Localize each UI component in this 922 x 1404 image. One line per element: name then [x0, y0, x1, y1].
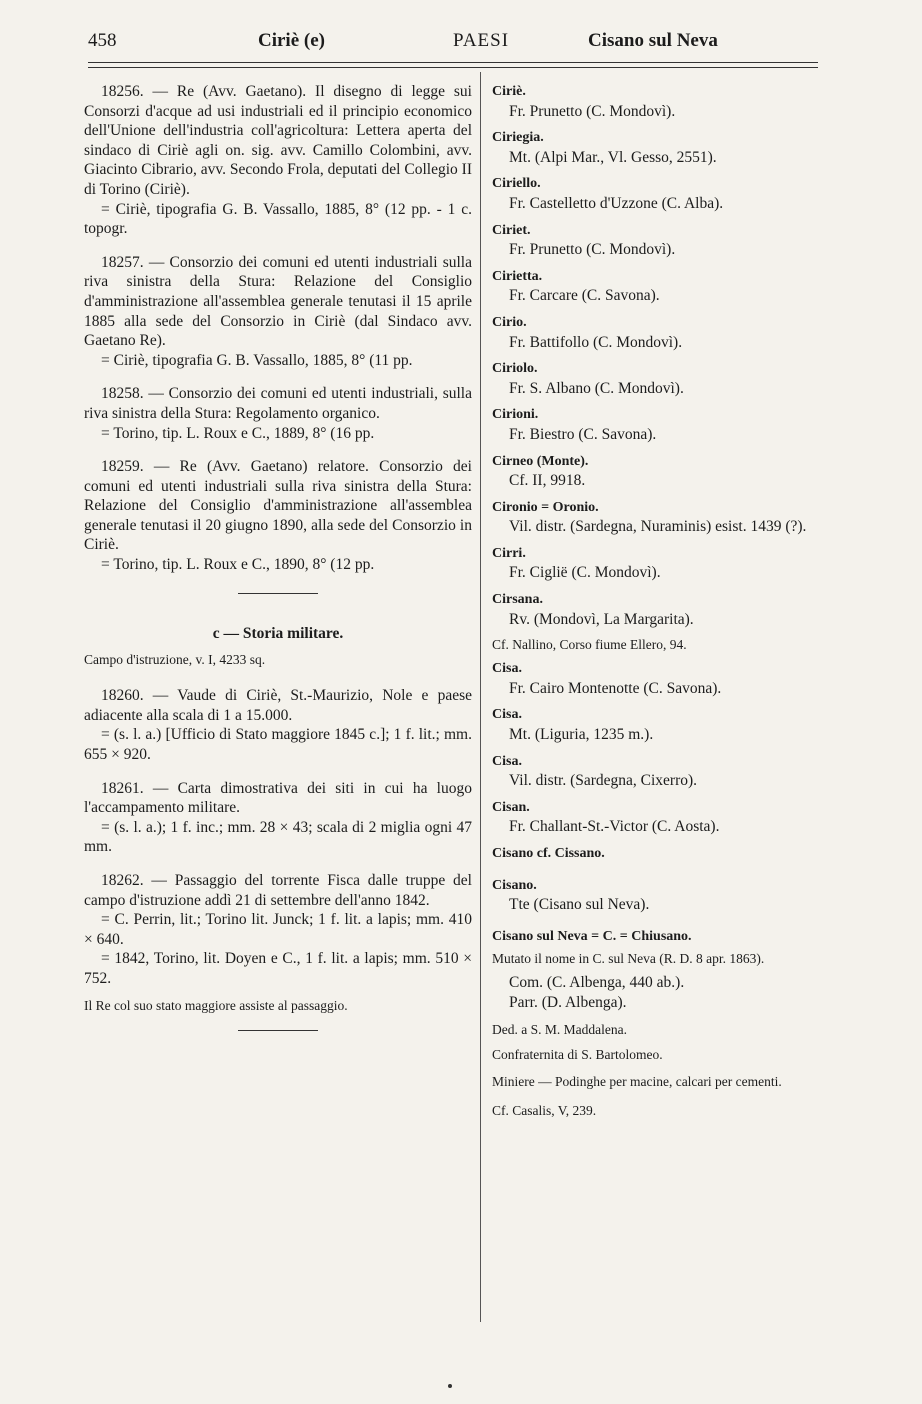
- page-number: 458: [88, 30, 117, 51]
- entry-cisano-cf-title: Cisano cf. Cissano.: [492, 846, 605, 861]
- gazetteer-entry-line: Vil. distr. (Sardegna, Nuraminis) esist. 1439 (?).: [509, 518, 807, 536]
- gazetteer-entry-title: Cirri.: [492, 545, 526, 561]
- gazetteer-entry-line: Fr. Ciglië (C. Mondovì).: [509, 564, 661, 582]
- gazetteer-entry-line: Fr. S. Albano (C. Mondovì).: [509, 379, 684, 397]
- cisa-entry-title: Cisa.: [492, 661, 522, 677]
- entry-18256: [84, 82, 472, 239]
- gazetteer-entry: [492, 128, 870, 167]
- gazetteer-entry-line: Fr. Prunetto (C. Mondovì).: [509, 241, 676, 259]
- header-right-title: Cisano sul Neva: [588, 30, 718, 51]
- entry-18262-note: Il Re col suo stato maggiore assiste al passaggio.: [84, 997, 348, 1013]
- cisa-entry-title: Cisan.: [492, 799, 530, 815]
- gazetteer-entry-line: Fr. Biestro (C. Savona).: [509, 425, 657, 443]
- entry-cisano: [492, 876, 870, 915]
- column-divider: [480, 72, 481, 1322]
- page-dot: [448, 1384, 452, 1388]
- gazetteer-entry: [492, 174, 870, 213]
- cisa-entry-line: Fr. Cairo Montenotte (C. Savona).: [509, 679, 722, 697]
- gazetteer-entry: [492, 590, 870, 629]
- gazetteer-entry-line: Fr. Prunetto (C. Mondovì).: [509, 102, 676, 120]
- gazetteer-entry-line: Fr. Battifollo (C. Mondovì).: [509, 333, 683, 351]
- gazetteer-entry-title: Cirio.: [492, 314, 527, 330]
- entry-18258-text: 18258. — Consorzio dei comuni ed utenti industriali, sulla riva sinistra della Stura: Regolamento organico.: [84, 385, 472, 422]
- cisa-entry-title: Cisa.: [492, 707, 522, 723]
- gazetteer-entry-title: Cirneo (Monte).: [492, 453, 589, 469]
- cisano-parr: Parr. (D. Albenga).: [509, 993, 627, 1011]
- cisa-entry-line: Mt. (Liguria, 1235 m.).: [509, 726, 654, 744]
- entry-18257: [84, 253, 472, 371]
- gazetteer-entry: [492, 82, 870, 121]
- running-header: [88, 30, 814, 60]
- cisano-com: Com. (C. Albenga, 440 ab.).: [509, 974, 685, 992]
- section-title: c — Storia militare.: [212, 624, 344, 642]
- entry-18256-text: 18256. — Re (Avv. Gaetano). Il disegno di legge sui Consorzi d'acque ad usi industriali ed il principio economico dell'Unione dell'industria coll'agricoltura: Lettera aperta del sindaco di Ciriè agli on. sig. avv. Camillo Colombini, avv. Giacinto Cibrario, avv. Secondo Frola, deputati del Collegio II di Torino (Ciriè).: [84, 83, 472, 198]
- entry-18261: [84, 779, 472, 857]
- gazetteer-entry-title: Cirietta.: [492, 268, 543, 284]
- gazetteer-entry-line: Fr. Castelletto d'Uzzone (C. Alba).: [509, 194, 724, 212]
- header-rule-bottom: [88, 67, 818, 68]
- gazetteer-entry: [492, 544, 870, 583]
- cisa-entry: [492, 659, 870, 698]
- entry-18256-imprint: = Ciriè, tipografia G. B. Vassallo, 1885, 8° (12 pp. - 1 c. topogr.: [84, 200, 472, 238]
- gazetteer-entry: [492, 452, 870, 491]
- entry-18258-imprint: = Torino, tip. L. Roux e C., 1889, 8° (16 pp.: [101, 424, 375, 442]
- entry-18260-imprint: = (s. l. a.) [Ufficio di Stato maggiore 1845 c.]; 1 f. lit.; mm. 655 × 920.: [84, 726, 472, 764]
- entry-18262: [84, 871, 472, 1014]
- cisano-miniere: Miniere — Podinghe per macine, calcari per cementi.: [492, 1073, 782, 1089]
- gazetteer-entry: [492, 405, 870, 444]
- entry-cisano-cf: [492, 844, 870, 864]
- entry-18261-text: 18261. — Carta dimostrativa dei siti in cui ha luogo l'accampamento militare.: [84, 779, 472, 817]
- header-left-title: Ciriè (e): [258, 30, 325, 51]
- cisa-entry: [492, 752, 870, 791]
- cisa-entry-title: Cisa.: [492, 753, 522, 769]
- entry-18262-imprint-2: = 1842, Torino, lit. Doyen e C., 1 f. lit. a lapis; mm. 510 × 752.: [84, 950, 472, 987]
- gazetteer-entry-title: Cirioni.: [492, 407, 539, 423]
- entry-cisano-sul-neva: [492, 927, 870, 1119]
- entry-18259: [84, 457, 472, 575]
- entry-cisano-sul-neva-title: Cisano sul Neva = C. = Chiusano.: [492, 928, 692, 944]
- gazetteer-entry: [492, 221, 870, 260]
- gazetteer-entry: [492, 313, 870, 352]
- gazetteer-entry-title: Ciriet.: [492, 222, 531, 238]
- gazetteer-entry-line: Fr. Carcare (C. Savona).: [509, 287, 660, 305]
- cisa-entry: [492, 705, 870, 744]
- entry-18259-text: 18259. — Re (Avv. Gaetano) relatore. Consorzio dei comuni ed utenti industriali sulla riva sinistra della Stura: Relazione del Consiglio d'amministrazione all'assemblea generale tenutasi il 20 giugno 1890, alla sede del Consorzio in Ciriè.: [84, 458, 472, 554]
- gazetteer-entry: [492, 359, 870, 398]
- entry-18262-text: 18262. — Passaggio del torrente Fisca dalle truppe del campo d'istruzione addì 21 di settembre dell'anno 1842.: [84, 872, 472, 909]
- header-rule-top: [88, 62, 818, 63]
- entry-18260-text: 18260. — Vaude di Ciriè, St.-Maurizio, Nole e paese adiacente alla scala di 1 a 15.000.: [84, 687, 472, 724]
- cirsana-note: Cf. Nallino, Corso fiume Ellero, 94.: [492, 637, 687, 653]
- gazetteer-entries-cisa: [492, 659, 870, 837]
- gazetteer-entry-title: Ciriello.: [492, 176, 541, 192]
- right-column: [492, 82, 870, 1126]
- cisano-ded: Ded. a S. M. Maddalena.: [492, 1021, 627, 1037]
- header-center-title: PAESI: [453, 30, 510, 51]
- cisa-entry-line: Vil. distr. (Sardegna, Cixerro).: [509, 772, 698, 790]
- entry-18257-imprint: = Ciriè, tipografia G. B. Vassallo, 1885, 8° (11 pp.: [101, 351, 413, 369]
- gazetteer-entry-title: Cirsana.: [492, 592, 543, 608]
- entry-18261-imprint: = (s. l. a.); 1 f. inc.; mm. 28 × 43; scala di 2 miglia ogni 47 mm.: [84, 818, 472, 856]
- gazetteer-entry-title: Ciriè.: [492, 84, 526, 99]
- gazetteer-entry-title: Cironio = Oronio.: [492, 499, 599, 515]
- cisano-cf: Cf. Casalis, V, 239.: [492, 1102, 597, 1118]
- gazetteer-entry-title: Ciriegia.: [492, 130, 544, 146]
- cisa-entry-line: Fr. Challant-St.-Victor (C. Aosta).: [509, 818, 720, 836]
- entry-18260: [84, 686, 472, 764]
- left-column: [84, 82, 472, 1061]
- gazetteer-entry: [492, 498, 870, 537]
- entry-18259-imprint: = Torino, tip. L. Roux e C., 1890, 8° (12 pp.: [101, 556, 375, 574]
- gazetteer-entry-title: Ciriolo.: [492, 361, 538, 377]
- entry-18257-text: 18257. — Consorzio dei comuni ed utenti industriali sulla riva sinistra della Stura: Relazione del Consiglio d'amministrazione all'assemblea generale tenutasi il 15 aprile 1885 alla sede del Consorzio in Ciriè (dal Sindaco avv. Gaetano Re).: [84, 253, 472, 350]
- gazetteer-entry: [492, 267, 870, 306]
- cisano-confraternita: Confraternita di S. Bartolomeo.: [492, 1046, 663, 1062]
- end-separator: [238, 1030, 318, 1031]
- entry-18262-imprint-1: = C. Perrin, lit.; Torino lit. Junck; 1 f. lit. a lapis; mm. 410 × 640.: [84, 911, 472, 948]
- section-note: Campo d'istruzione, v. I, 4233 sq.: [84, 652, 266, 668]
- gazetteer-entry-line: Mt. (Alpi Mar., Vl. Gesso, 2551).: [509, 148, 717, 166]
- gazetteer-entry-line: Cf. II, 9918.: [509, 472, 586, 490]
- gazetteer-entry-line: Rv. (Mondovì, La Margarita).: [509, 610, 694, 628]
- entry-cisano-sul-neva-note: Mutato il nome in C. sul Neva (R. D. 8 apr. 1863).: [492, 951, 765, 967]
- entry-18258: [84, 384, 472, 443]
- section-separator: [238, 593, 318, 594]
- cisa-entry: [492, 798, 870, 837]
- entry-cisano-line: Tte (Cisano sul Neva).: [509, 896, 650, 914]
- gazetteer-entries: [492, 82, 870, 629]
- entry-cisano-title: Cisano.: [492, 877, 537, 893]
